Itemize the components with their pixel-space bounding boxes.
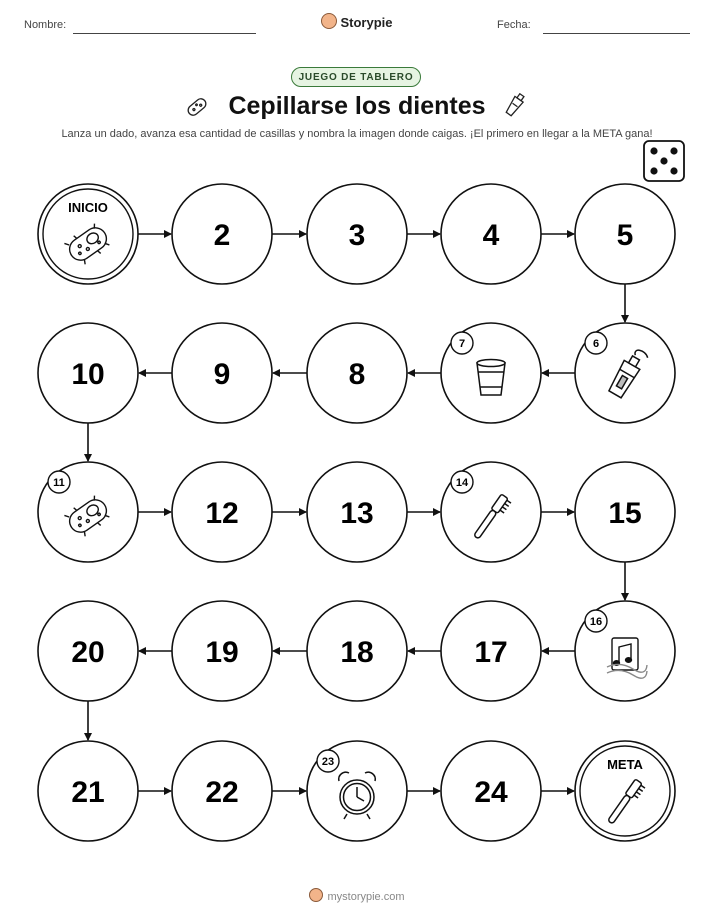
board-cell-24 <box>441 741 541 841</box>
board-cell-22 <box>172 741 272 841</box>
board-cell-15 <box>575 462 675 562</box>
board-cell-2 <box>172 184 272 284</box>
dice-pip <box>650 147 657 154</box>
board-cell-7 <box>441 323 541 423</box>
board-cell-9 <box>172 323 272 423</box>
board-cell-1 <box>38 184 138 284</box>
cell-label: META <box>607 757 643 772</box>
board-cell-16 <box>575 601 675 701</box>
cell-number: 9 <box>213 358 231 391</box>
board-cell-10 <box>38 323 138 423</box>
cell-number: 18 <box>340 636 374 669</box>
date-label: Fecha: <box>497 19 531 31</box>
name-label: Nombre: <box>24 19 67 31</box>
cell-number: 22 <box>205 776 239 809</box>
cell-number: 4 <box>482 219 500 252</box>
cell-number: 5 <box>616 219 634 252</box>
dice-icon <box>644 141 684 181</box>
board-cell-23 <box>307 741 407 841</box>
board-cell-25 <box>575 741 675 841</box>
board-cell-19 <box>172 601 272 701</box>
cell-number: 2 <box>213 219 231 252</box>
board-cell-3 <box>307 184 407 284</box>
bear-icon <box>309 888 323 902</box>
board-cell-11 <box>38 462 138 562</box>
cell-number: 13 <box>340 497 374 530</box>
cell-number: 3 <box>348 219 366 252</box>
board-cell-13 <box>307 462 407 562</box>
cell-number: 21 <box>71 776 105 809</box>
cell-label: INICIO <box>68 200 108 215</box>
cup-icon <box>477 360 505 396</box>
cell-number: 23 <box>321 756 335 768</box>
dice-pip <box>660 157 667 164</box>
cell-number: 19 <box>205 636 239 669</box>
board-cell-4 <box>441 184 541 284</box>
dice-pip <box>670 147 677 154</box>
footer-url: mystorypie.com <box>327 891 405 903</box>
board-cell-17 <box>441 601 541 701</box>
game-badge: JUEGO DE TABLERO <box>291 67 421 87</box>
cell-circle <box>575 741 675 841</box>
cell-number: 8 <box>348 358 366 391</box>
cell-number: 11 <box>53 477 65 489</box>
board-cell-20 <box>38 601 138 701</box>
board-cell-5 <box>575 184 675 284</box>
board-cell-8 <box>307 323 407 423</box>
brand-name: Storypie <box>340 15 393 30</box>
cell-number: 17 <box>474 636 508 669</box>
board-cell-18 <box>307 601 407 701</box>
board-cell-12 <box>172 462 272 562</box>
board-cell-6 <box>575 323 675 423</box>
dice-pip <box>670 167 677 174</box>
cell-number: 16 <box>589 616 603 628</box>
board-cell-21 <box>38 741 138 841</box>
cell-number: 6 <box>592 338 600 350</box>
cell-number: 24 <box>474 776 508 809</box>
board-cell-14 <box>441 462 541 562</box>
cell-number: 12 <box>205 497 239 530</box>
cell-number: 10 <box>71 358 105 391</box>
dice-pip <box>650 167 657 174</box>
cell-number: 15 <box>608 497 642 530</box>
footer <box>0 888 714 903</box>
cell-number: 7 <box>458 338 466 350</box>
cell-number: 20 <box>71 636 105 669</box>
instructions: Lanza un dado, avanza esa cantidad de casillas y nombra la imagen donde caigas. ¡El primero en llegar a la META gana! <box>61 128 653 140</box>
cell-number: 14 <box>455 477 469 489</box>
page-title: Cepillarse los dientes <box>228 92 486 120</box>
